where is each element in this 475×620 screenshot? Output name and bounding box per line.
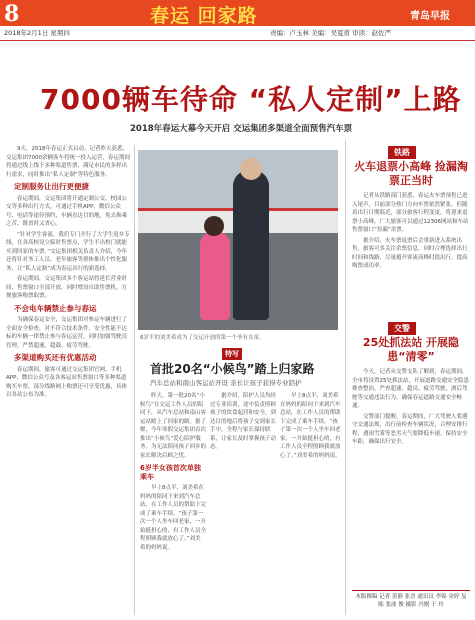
feature-para-4: 早上8点半，刘美希在妈妈的陪同下来到汽车总站，在工作人员的帮助下完成了乘车手续。“孩子第一次一个人坐车回老家，一开始挺担心的，有工作人员全程照顾我就放心了。”刘美希的妈妈说。 (280, 393, 341, 459)
railway-title: 火车退票小高峰 捡漏淘票正当时 (354, 160, 468, 187)
main-headline: 7000辆车待命 “私人定制”上路 (40, 83, 462, 116)
subhead-1: 定制服务让出行更便捷 (14, 182, 89, 191)
subhead-3: 多渠道购买还有优惠活动 (14, 353, 97, 362)
masthead-subbar (0, 26, 475, 41)
feature-col-1 (140, 392, 206, 612)
feature-title: 首批20名“小候鸟”踏上归家路 (150, 362, 315, 376)
traffic-police-tag: 交警 (388, 322, 416, 335)
left-column (6, 145, 131, 585)
sub-headline: 2018年春运大幕今天开启 交运集团多渠道全面预售汽车票 (130, 124, 353, 134)
adult-figure (233, 170, 269, 320)
feature-tag: 特写 (222, 348, 242, 360)
para-3: 春运期间，交运集团多个客运站将延长营业时间，售票窗口全部开放，同时增设自助售票机，方便旅客购票取票。 (6, 276, 128, 299)
para-4: 为确保春运安全，交运集团对参运车辆进行了全面安全检查，对不符合技术条件、安全性能不达标的车辆一律禁止参与春运运营，同时加强驾驶员管理，严禁超速、超载、疲劳驾驶。 (6, 317, 128, 349)
feature-para-3: 据介绍，陪护人员均经过专业培训，途中负责照顾孩子的饮食起居和安全，到达目的地后将孩子交到家长手中，全程与家长保持联系，让家长及时掌握孩子动态。 (210, 393, 276, 450)
column-divider-right (345, 140, 346, 615)
news-photo (138, 150, 338, 330)
feature-subhead: 6岁半女孩首次单独乘车 (140, 464, 201, 481)
feature-subtitle: 汽车总站和南山客运站开设 亲长让孩子获得专业陪护 (150, 379, 302, 387)
byline-footer: 本版撰稿 记者 黄静 张晋 通讯员 李锦 金婷 复 陈 张波 俊 摄影 冯刚 于 玲 (352, 590, 470, 609)
para-1: 春运期间，交运集团将开通定制公交、校园公交等多种出行方式，可通过手机APP、微信公众号、电话等途径预约，车辆直达目的地，免去换乘之苦，既省时又省心。 (6, 195, 128, 227)
traffic-police-body (352, 368, 470, 586)
subhead-2: 不会电车辆禁止参与春运 (14, 303, 97, 313)
feature-col-3 (280, 392, 342, 612)
feature-col-2 (210, 392, 276, 612)
feature-para-1: 昨天，第一批20名“小候鸟”在交运工作人员的陪同下，从汽车总站和南山客运站踏上了回家的路。据了解，今年寒假交运集团首次推出“小候鸟”爱心陪护服务，为无法陪同孩子回乡的家长解决后顾之忧。 (140, 393, 206, 459)
railway-para-1: 记者从铁路部门获悉，春运火车票预售已进入尾声，目前部分热门方向车票依然紧张，但随着出行日期临近，部分旅客行程变更，将迎来退票小高峰，广大旅客可以通过12306网站和车站售票窗口“捡漏”余票。 (352, 193, 469, 233)
page-number: 8 (4, 1, 20, 27)
railway-para-2: 据介绍，火车票退票后会重新进入系统出售，旅客可多关注余票信息，同时合理选择出行时间和线路，尽量避开客流高峰时段出行，提高购票成功率。 (352, 237, 468, 269)
feature-para-2: 早上8点半，刘美希在妈妈的陪同下来到汽车总站，在工作人员的帮助下完成了乘车手续。“孩子第一次一个人坐车回老家，一开始挺担心的，有工作人员全程照顾我就放心了。”刘美希的妈妈说。 (140, 485, 206, 551)
traffic-para-1: 今天，记者从交警支队了解到，春运期间，全市将设置25处抓法站，开展道路交通安全隐患排查整治，严查超速、超员、疲劳驾驶、酒后驾驶等交通违法行为，确保春运道路交通安全畅通。 (352, 369, 470, 409)
photo-caption: 6岁半的刘美希成为了交运开创的第一个爷有女童。 (140, 335, 265, 341)
para-5: 春运期间，旅客可通过交运集团官网、手机APP、微信公众号及各客运站售票窗口等多种渠道购买车票，部分线路网上购票还可享受优惠，具体以各站公布为准。 (6, 366, 128, 398)
child-head (204, 216, 224, 236)
para-2: “针对学生客流，我们专门开行了大学生返乡专线，在各高校设立临时售票点，学生不出校门就能买到回家的车票。”交运集团相关负责人介绍，今年还将针对务工人员、老年旅客等群体推出个性化服务，让“私人定制”成为春运出行的新选择。 (6, 231, 130, 272)
editor-credits: 责编：卢玉林 美编：吴夏甫 审读：赵佐严 (270, 29, 392, 37)
traffic-para-2: 交警部门提醒，春运期间，广大驾驶人要遵守交通法规，出行前检查车辆状况，合理安排行程，遇雨雪雾等恶劣天气要降低车速，保持安全车距，确保出行安全。 (352, 413, 468, 445)
child-figure (200, 232, 230, 320)
lead-paragraph: 9天，2018年春运正式启动。记者昨天获悉，交运集团7000余辆客车将统一投入运营，春运期间将通过线上线下多种渠道售票，满足市民的多样出行需求，同时推出“私人定制”等特色服务。 (6, 146, 130, 178)
railway-tag: 铁路 (388, 146, 416, 159)
column-divider-left (134, 145, 135, 615)
railway-body (352, 192, 470, 317)
adult-head (240, 158, 262, 180)
issue-date: 2018年2月1日 星期四 (4, 29, 70, 37)
newspaper-brand: 青岛早报 (410, 11, 450, 22)
section-title: 春运 回家路 (150, 5, 258, 27)
traffic-police-title: 25处抓法站 开展隐患“清零” (362, 336, 460, 363)
